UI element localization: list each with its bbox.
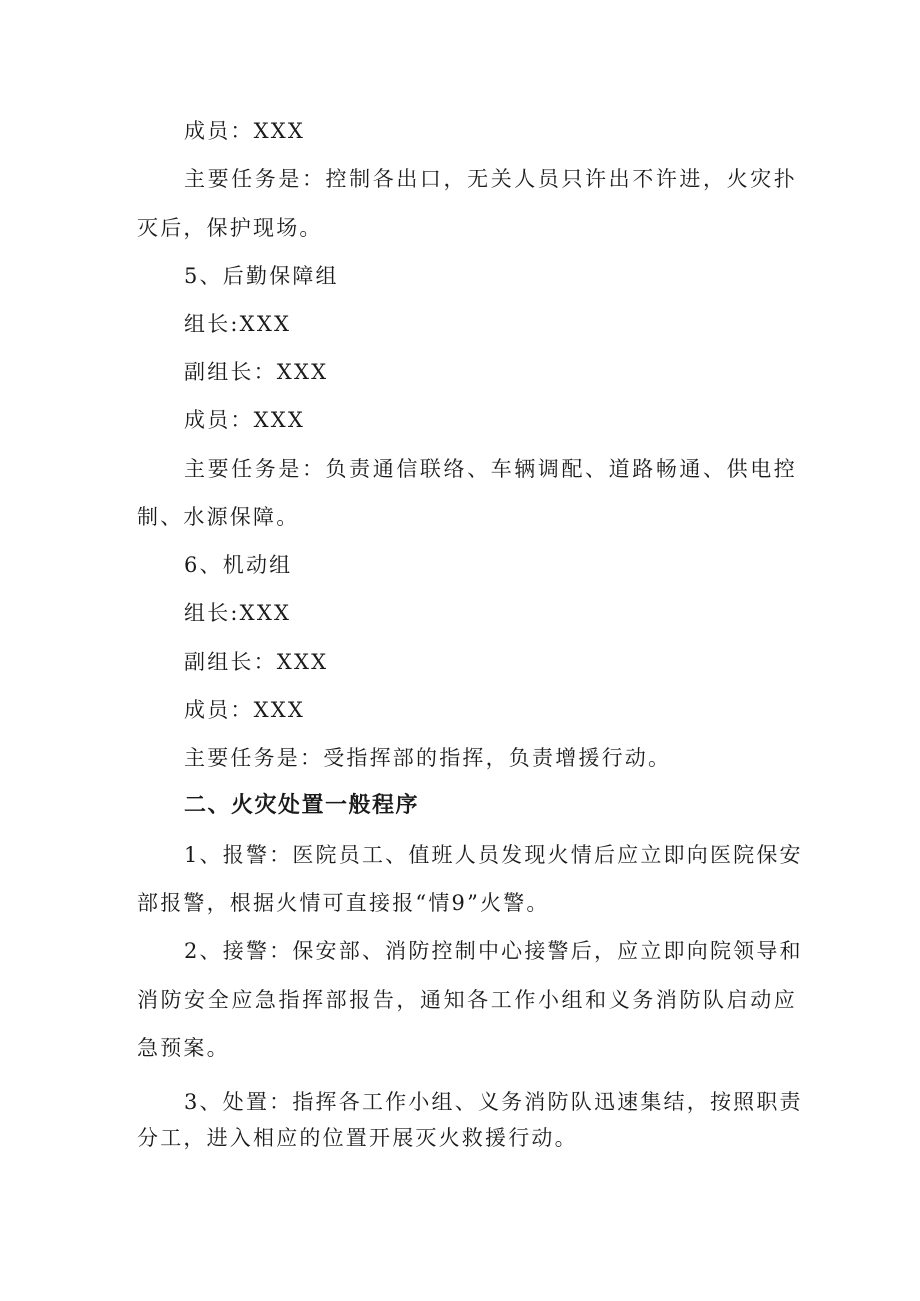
section-heading-fire-procedure: 二、火灾处置一般程序 bbox=[184, 793, 420, 818]
step-alarm-line-1: 1、报警：医院员工、值班人员发现火情后应立即向医院保安 bbox=[184, 843, 803, 867]
task-line-mobile: 主要任务是：受指挥部的指挥，负责增援行动。 bbox=[184, 746, 672, 770]
deputy-line-logistics: 副组长：XXX bbox=[184, 360, 329, 384]
step-handle-line-1: 3、处置：指挥各工作小组、义务消防队迅速集结，按照职责 bbox=[184, 1090, 803, 1114]
member-line-mobile: 成员：XXX bbox=[184, 698, 306, 722]
task-line-security-1: 主要任务是：控制各出口，无关人员只许出不许进，火灾扑 bbox=[184, 167, 797, 191]
step-receive-line-1: 2、接警：保安部、消防控制中心接警后，应立即向院领导和 bbox=[184, 939, 803, 963]
member-line-security: 成员：XXX bbox=[184, 119, 306, 143]
step-alarm-line-2: 部报警，根据火情可直接报“情9”火警。 bbox=[137, 891, 550, 915]
step-receive-line-2: 消防安全应急指挥部报告，通知各工作小组和义务消防队启动应 bbox=[137, 988, 797, 1012]
member-line-logistics: 成员：XXX bbox=[184, 408, 306, 432]
step-handle-line-2: 分工，进入相应的位置开展灭火救援行动。 bbox=[137, 1126, 578, 1150]
task-line-security-2: 灭后，保护现场。 bbox=[137, 216, 323, 240]
leader-line-logistics: 组长:XXX bbox=[184, 312, 292, 336]
task-line-logistics-1: 主要任务是：负责通信联络、车辆调配、道路畅通、供电控 bbox=[184, 457, 797, 481]
deputy-line-mobile: 副组长：XXX bbox=[184, 650, 329, 674]
leader-line-mobile: 组长:XXX bbox=[184, 601, 292, 625]
group-title-mobile: 6、机动组 bbox=[184, 553, 293, 577]
group-title-logistics: 5、后勤保障组 bbox=[184, 264, 339, 288]
task-line-logistics-2: 制、水源保障。 bbox=[137, 505, 300, 529]
step-receive-line-3: 急预案。 bbox=[137, 1036, 230, 1060]
